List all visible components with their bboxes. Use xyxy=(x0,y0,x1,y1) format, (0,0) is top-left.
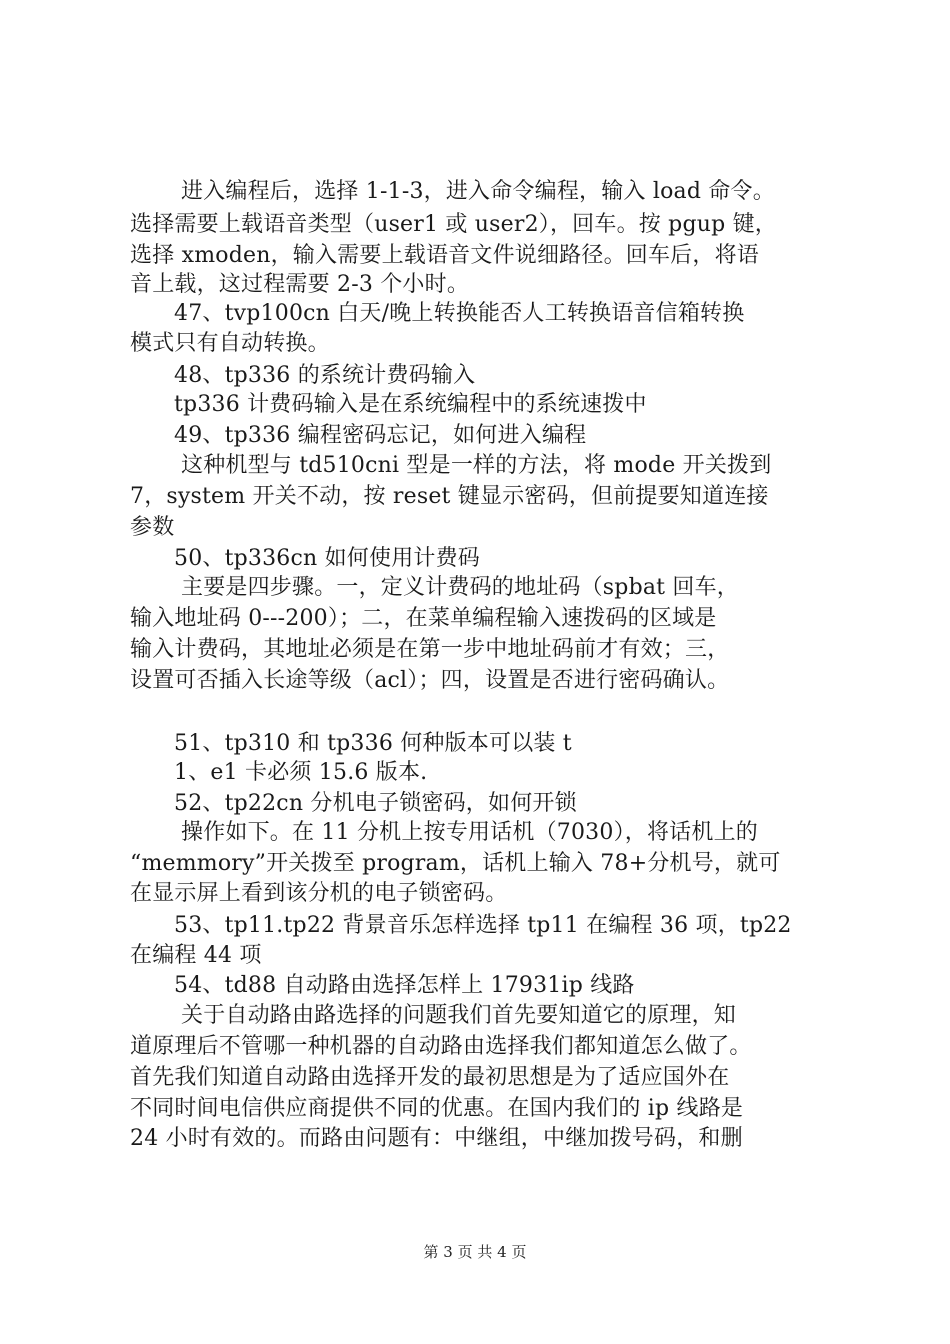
text-line-21: 操作如下。在 11 分机上按专用话机（7030），将话机上的 xyxy=(181,820,758,845)
text-line-16: 输入计费码，其地址必须是在第一步中地址码前才有效；三， xyxy=(130,637,730,662)
text-line-7: 48、tp336 的系统计费码输入 xyxy=(174,363,476,388)
text-line-11: 7，system 开关不动，按 reset 键显示密码，但前提要知道连接 xyxy=(130,484,769,509)
text-line-5: 47、tvp100cn 白天/晚上转换能否人工转换语音信箱转换 xyxy=(174,301,745,326)
text-line-4: 音上载，这过程需要 2-3 个小时。 xyxy=(130,272,470,297)
text-line-14: 主要是四步骤。一，定义计费码的地址码（spbat 回车， xyxy=(181,575,740,600)
text-line-26: 54、td88 自动路由选择怎样上 17931ip 线路 xyxy=(174,973,635,998)
page-number-footer: 第 3 页 共 4 页 xyxy=(423,1243,527,1261)
text-line-31: 24 小时有效的。而路由问题有：中继组，中继加拨号码，和删 xyxy=(130,1126,743,1151)
text-line-8: tp336 计费码输入是在系统编程中的系统速拨中 xyxy=(174,392,647,417)
text-line-30: 不同时间电信供应商提供不同的优惠。在国内我们的 ip 线路是 xyxy=(130,1096,744,1121)
text-line-24: 53、tp11.tp22 背景音乐怎样选择 tp11 在编程 36 项，tp22 xyxy=(174,913,792,938)
text-line-22: “memmory”开关拨至 program，话机上输入 78+分机号，就可 xyxy=(130,851,781,876)
text-line-13: 50、tp336cn 如何使用计费码 xyxy=(174,546,480,571)
text-line-3: 选择 xmoden，输入需要上载语音文件说细路径。回车后，将语 xyxy=(130,243,759,268)
text-line-23: 在显示屏上看到该分机的电子锁密码。 xyxy=(130,881,508,906)
text-line-29: 首先我们知道自动路由选择开发的最初思想是为了适应国外在 xyxy=(130,1065,730,1090)
text-line-18: 51、tp310 和 tp336 何种版本可以装 t xyxy=(174,731,572,756)
text-line-6: 模式只有自动转换。 xyxy=(130,331,330,356)
text-line-20: 52、tp22cn 分机电子锁密码，如何开锁 xyxy=(174,791,577,816)
text-line-28: 道原理后不管哪一种机器的自动路由选择我们都知道怎么做了。 xyxy=(130,1034,752,1059)
text-line-27: 关于自动路由路选择的问题我们首先要知道它的原理，知 xyxy=(181,1003,737,1028)
text-line-10: 这种机型与 td510cni 型是一样的方法，将 mode 开关拨到 xyxy=(181,453,772,478)
text-line-15: 输入地址码 0---200）；二，在菜单编程输入速拨码的区域是 xyxy=(130,606,717,631)
text-line-1: 进入编程后，选择 1-1-3，进入命令编程，输入 load 命令。 xyxy=(181,179,775,204)
text-line-2: 选择需要上载语音类型（user1 或 user2），回车。按 pgup 键， xyxy=(130,212,777,237)
text-line-9: 49、tp336 编程密码忘记，如何进入编程 xyxy=(174,423,587,448)
text-line-25: 在编程 44 项 xyxy=(130,943,262,968)
text-line-19: 1、e1 卡必须 15.6 版本. xyxy=(174,760,428,785)
text-line-12: 参数 xyxy=(130,515,175,540)
text-line-17: 设置可否插入长途等级（acl）；四，设置是否进行密码确认。 xyxy=(130,668,730,693)
